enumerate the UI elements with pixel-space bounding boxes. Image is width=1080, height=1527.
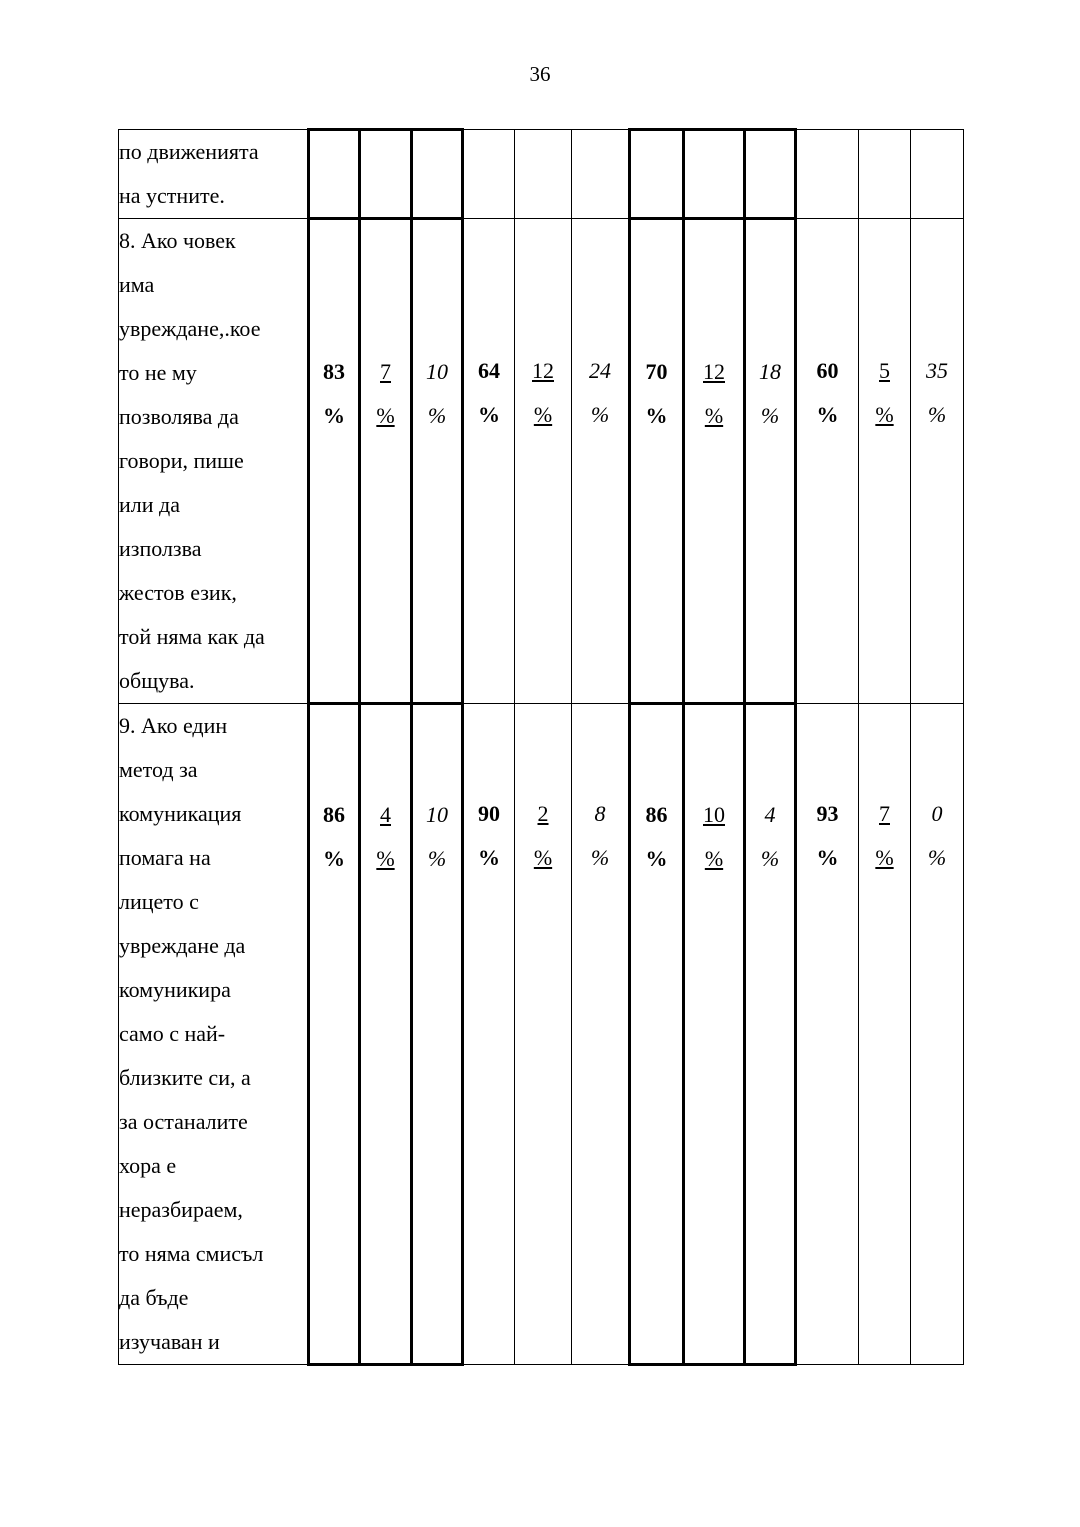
value-cell [309, 219, 360, 704]
question-line: той няма как да [119, 624, 265, 649]
percentage-value: 18 [759, 359, 781, 384]
value-cell [684, 704, 745, 1365]
value-cell [515, 704, 572, 1365]
value-cell [859, 219, 911, 704]
question-line: увреждане да [119, 933, 246, 958]
percent-sign: % [645, 403, 668, 428]
question-cell [119, 219, 309, 704]
percent-sign: % [760, 403, 780, 428]
percent-sign: % [376, 403, 395, 428]
percentage-value: 35 [926, 358, 948, 383]
question-line: жестов език, [119, 580, 237, 605]
percent-sign: % [590, 845, 610, 870]
percent-sign: % [478, 402, 500, 427]
question-line: комуникира [119, 977, 231, 1002]
percentage-value: 0 [931, 801, 943, 826]
value-cell [360, 704, 412, 1365]
percent-sign: % [427, 846, 447, 871]
value-cell [463, 219, 515, 704]
percentage-value: 10 [426, 359, 448, 384]
question-line: то не му [119, 360, 197, 385]
value-cell [911, 130, 964, 219]
table-row [119, 219, 964, 704]
percentage-value: 4 [380, 802, 391, 827]
percentage-value: 4 [764, 802, 776, 827]
question-line: комуникация [119, 801, 242, 826]
percentage-value: 10 [426, 802, 448, 827]
percent-sign: % [875, 402, 894, 427]
percent-sign: % [533, 402, 553, 427]
percentage-value: 12 [532, 358, 554, 383]
percentage-value: 12 [703, 359, 725, 384]
percent-sign: % [323, 846, 345, 871]
percentage-value: 8 [594, 801, 606, 826]
question-line: увреждане,.кое [119, 316, 261, 341]
question-line: по движенията [119, 139, 259, 164]
percent-sign: % [704, 403, 724, 428]
value-cell [684, 130, 745, 219]
question-line: изучаван и [119, 1329, 220, 1354]
value-cell [859, 130, 911, 219]
percent-sign: % [533, 845, 553, 870]
value-cell [360, 130, 412, 219]
table-row [119, 130, 964, 219]
percent-sign: % [376, 846, 395, 871]
percent-sign: % [816, 402, 839, 427]
percentage-value: 83 [323, 359, 345, 384]
value-cell [630, 704, 684, 1365]
question-line: има [119, 272, 155, 297]
question-line: метод за [119, 757, 198, 782]
question-line: 9. Ако един [119, 713, 228, 738]
question-line: позволява да [119, 404, 239, 429]
percent-sign: % [875, 845, 894, 870]
value-cell [412, 704, 463, 1365]
question-cell [119, 704, 309, 1365]
question-line: говори, пише [119, 448, 244, 473]
value-cell [463, 704, 515, 1365]
question-line: използва [119, 536, 202, 561]
percentage-value: 2 [537, 801, 549, 826]
percentage-value: 86 [645, 802, 668, 827]
question-line: на устните. [119, 183, 225, 208]
percentage-value: 64 [478, 358, 500, 383]
question-line: или да [119, 492, 180, 517]
value-cell [572, 130, 630, 219]
percent-sign: % [927, 845, 947, 870]
percentage-value: 24 [589, 358, 611, 383]
value-cell [412, 219, 463, 704]
percent-sign: % [427, 403, 447, 428]
page-number: 36 [529, 62, 551, 86]
value-cell [309, 704, 360, 1365]
survey-results-table [118, 128, 964, 1366]
percent-sign: % [816, 845, 839, 870]
value-cell [745, 130, 796, 219]
percentage-value: 60 [816, 358, 839, 383]
value-cell [572, 219, 630, 704]
percentage-value: 70 [645, 359, 668, 384]
percentage-value: 90 [478, 801, 500, 826]
value-cell [463, 130, 515, 219]
percentage-value: 93 [816, 801, 839, 826]
value-cell [630, 219, 684, 704]
question-line: общува. [119, 668, 195, 693]
value-cell [859, 704, 911, 1365]
percentage-value: 7 [879, 801, 890, 826]
table-row [119, 704, 964, 1365]
percent-sign: % [760, 846, 780, 871]
percentage-value: 10 [703, 802, 725, 827]
question-line: само с най- [119, 1021, 226, 1046]
question-line: то няма смисъл [119, 1241, 264, 1266]
question-line: лицето с [119, 889, 199, 914]
question-line: хора е [119, 1153, 177, 1178]
value-cell [684, 219, 745, 704]
percentage-value: 5 [879, 358, 890, 383]
question-line: близките си, а [119, 1065, 251, 1090]
percent-sign: % [590, 402, 610, 427]
question-line: неразбираем, [119, 1197, 243, 1222]
value-cell [911, 219, 964, 704]
value-cell [796, 219, 859, 704]
question-cell [119, 130, 309, 219]
value-cell [412, 130, 463, 219]
question-line: помага на [119, 845, 211, 870]
percent-sign: % [927, 402, 947, 427]
value-cell [515, 219, 572, 704]
value-cell [515, 130, 572, 219]
value-cell [796, 704, 859, 1365]
value-cell [911, 704, 964, 1365]
value-cell [796, 130, 859, 219]
percentage-value: 7 [380, 359, 391, 384]
percentage-value: 86 [323, 802, 345, 827]
value-cell [309, 130, 360, 219]
percent-sign: % [478, 845, 500, 870]
percent-sign: % [323, 403, 345, 428]
value-cell [745, 704, 796, 1365]
percent-sign: % [704, 846, 724, 871]
value-cell [360, 219, 412, 704]
value-cell [572, 704, 630, 1365]
percent-sign: % [645, 846, 668, 871]
value-cell [745, 219, 796, 704]
question-line: 8. Ако човек [119, 228, 236, 253]
question-line: за останалите [119, 1109, 248, 1134]
value-cell [630, 130, 684, 219]
question-line: да бъде [119, 1285, 189, 1310]
